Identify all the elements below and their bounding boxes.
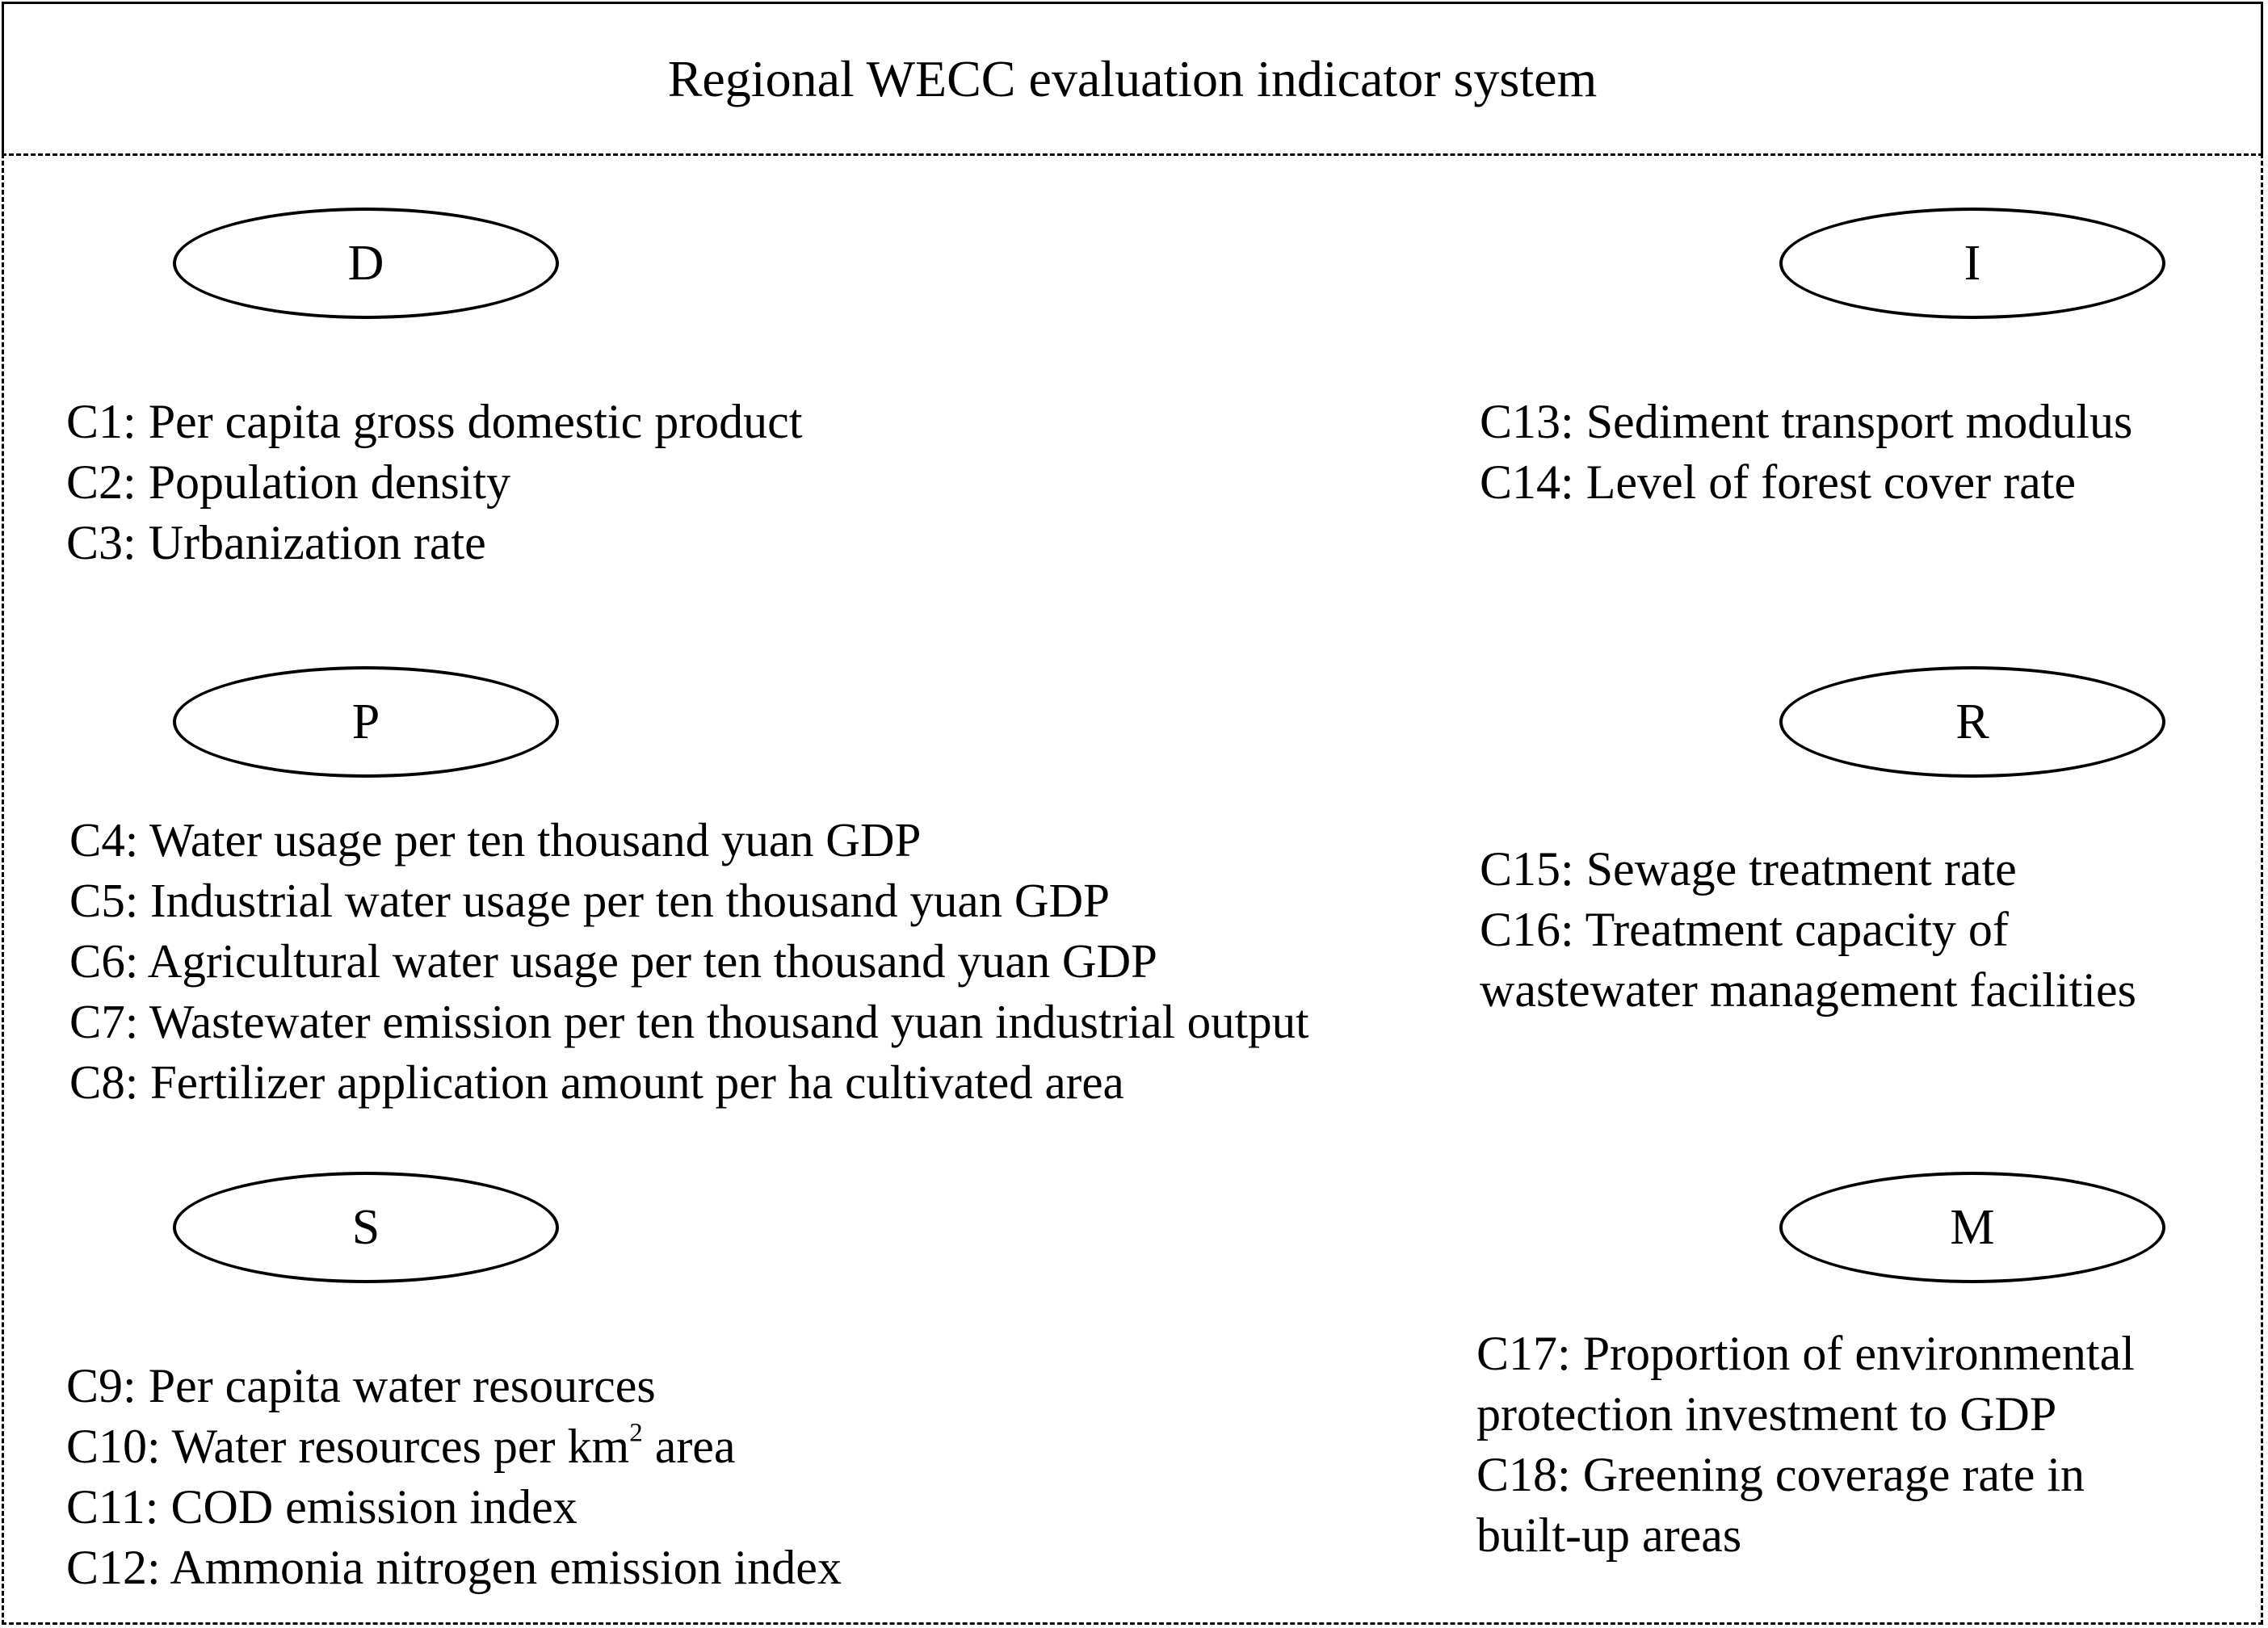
list-p bbox=[69, 810, 1308, 1113]
title-box bbox=[2, 2, 2263, 153]
list-s bbox=[66, 1356, 842, 1598]
ellipse-d-label: D bbox=[347, 236, 384, 291]
indicator-c9: C9: Per capita water resources bbox=[66, 1359, 656, 1412]
indicator-c13: C13: Sediment transport modulus bbox=[1480, 395, 2133, 448]
indicator-c8: C8: Fertilizer application amount per ha cultivated area bbox=[69, 1055, 1124, 1109]
indicator-c17: C17: Proportion of environmental bbox=[1476, 1327, 2135, 1380]
list-m bbox=[1476, 1324, 2135, 1566]
ellipse-i-label: I bbox=[1964, 236, 1981, 291]
ellipse-r-label: R bbox=[1955, 694, 1989, 749]
indicator-c10 bbox=[66, 1416, 842, 1477]
indicator-c18: C18: Greening coverage rate in bbox=[1476, 1448, 2085, 1501]
ellipse-d bbox=[173, 208, 559, 319]
indicator-c2: C2: Population density bbox=[66, 455, 511, 509]
ellipse-p-label: P bbox=[351, 694, 380, 749]
indicator-c3: C3: Urbanization rate bbox=[66, 516, 486, 569]
indicator-c10-superscript: 2 bbox=[629, 1418, 643, 1448]
indicator-c5: C5: Industrial water usage per ten thousand yuan GDP bbox=[69, 874, 1110, 927]
indicator-c7: C7: Wastewater emission per ten thousand yuan industrial output bbox=[69, 995, 1309, 1048]
indicator-c16-cont: wastewater management facilities bbox=[1480, 963, 2136, 1017]
diagram-title: Regional WECC evaluation indicator system bbox=[667, 49, 1598, 107]
indicator-c17-cont: protection investment to GDP bbox=[1476, 1387, 2057, 1441]
list-r bbox=[1480, 839, 2136, 1021]
ellipse-i bbox=[1779, 208, 2165, 319]
indicator-c11: C11: COD emission index bbox=[66, 1480, 578, 1534]
ellipse-p bbox=[173, 666, 559, 778]
indicator-c4: C4: Water usage per ten thousand yuan GDP bbox=[69, 813, 922, 866]
list-d bbox=[66, 392, 802, 573]
indicator-c18-cont: built-up areas bbox=[1476, 1508, 1742, 1562]
ellipse-m-label: M bbox=[1950, 1200, 1995, 1255]
ellipse-m bbox=[1779, 1172, 2165, 1283]
indicator-c16: C16: Treatment capacity of bbox=[1480, 903, 2009, 956]
indicator-c10-suffix: area bbox=[642, 1420, 736, 1473]
indicator-c10-text: C10: Water resources per km bbox=[66, 1420, 630, 1473]
indicator-c14: C14: Level of forest cover rate bbox=[1480, 455, 2077, 509]
list-i bbox=[1480, 392, 2132, 513]
indicator-c12: C12: Ammonia nitrogen emission index bbox=[66, 1541, 842, 1594]
indicator-c6: C6: Agricultural water usage per ten thousand yuan GDP bbox=[69, 934, 1157, 988]
indicator-c15: C15: Sewage treatment rate bbox=[1480, 842, 2017, 896]
indicator-c1: C1: Per capita gross domestic product bbox=[66, 395, 803, 448]
ellipse-s bbox=[173, 1172, 559, 1283]
ellipse-r bbox=[1779, 666, 2165, 778]
ellipse-s-label: S bbox=[351, 1200, 380, 1255]
